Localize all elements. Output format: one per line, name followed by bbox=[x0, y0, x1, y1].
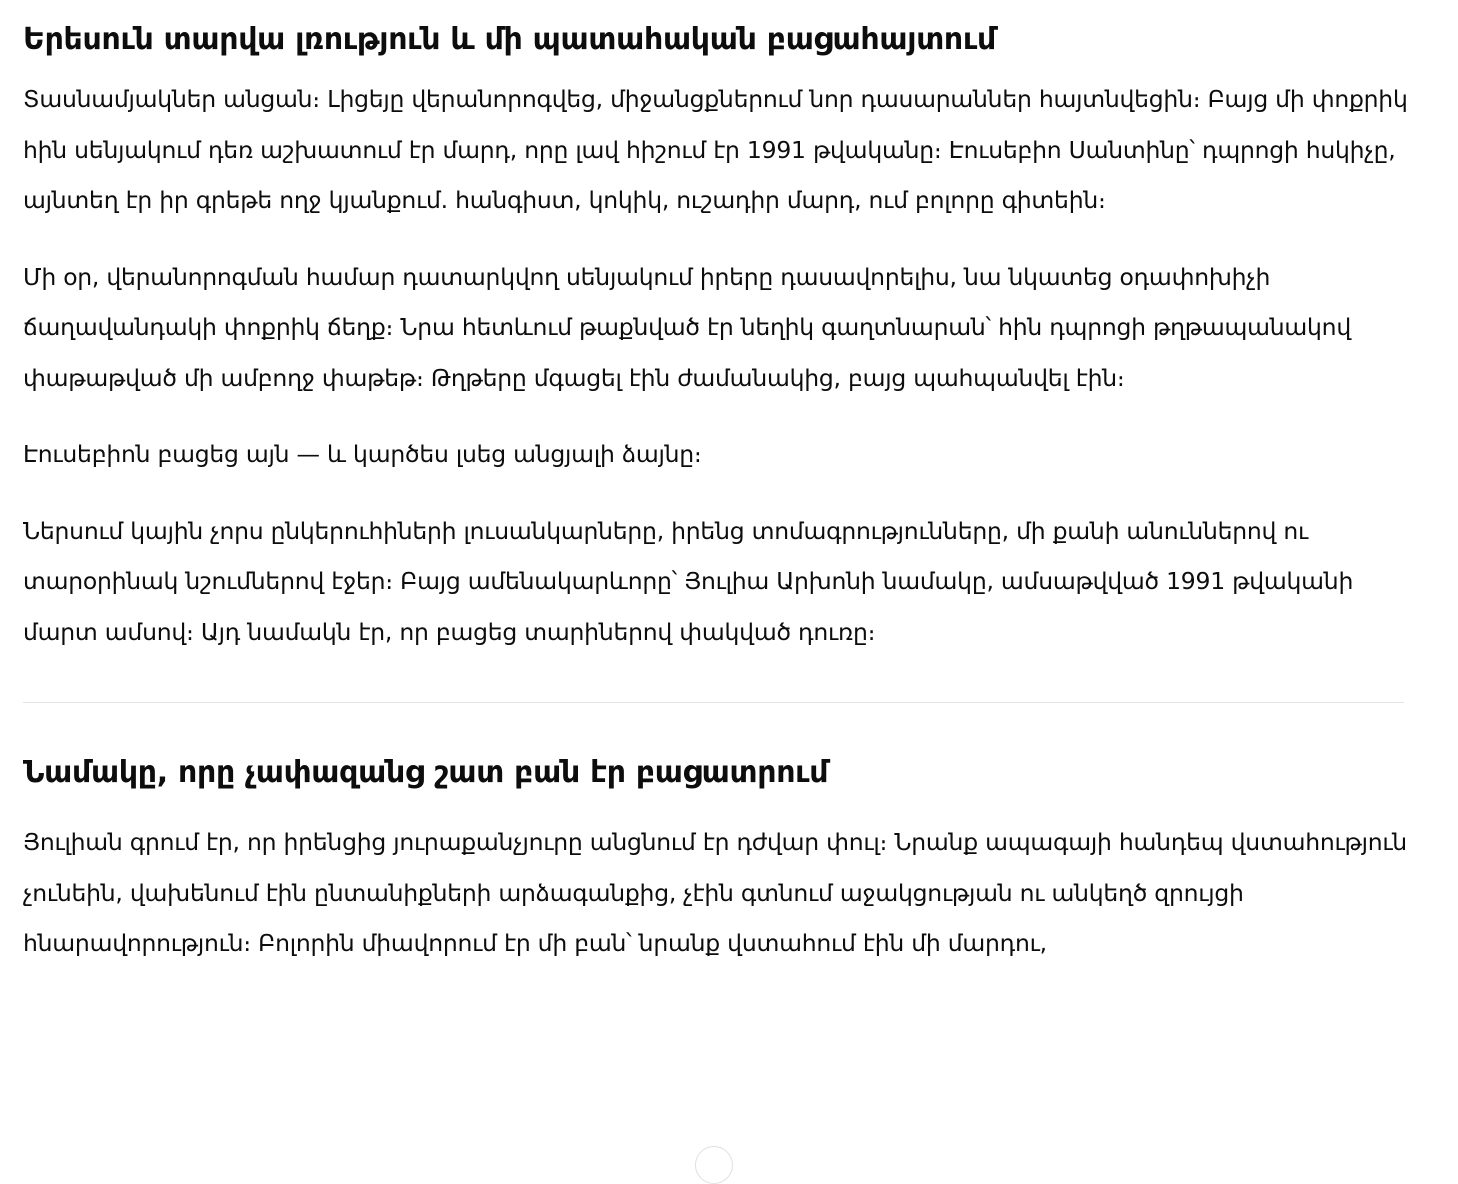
article bbox=[23, 0, 1418, 995]
section-divider bbox=[23, 702, 1404, 703]
paragraph: Յուլիան գրում էր, որ իրենցից յուրաքանչյուրը անցնում էր դժվար փուլ։ Նրանք ապագայի հանդեպ վստահություն չունեին, վախենում էին ընտանիքների արձագանքից, չէին գտնում աջակցության ու անկեղծ զրույցի հնարավորություն։ Բոլորին միավորում էր մի բան՝ նրանք վստահում էին մի մարդու, bbox=[23, 828, 1407, 957]
section-heading-silence: Երեսուն տարվա լռություն և մի պատահական բացահայտում bbox=[23, 22, 996, 57]
section-heading-letter: Նամակը, որը չափազանց շատ բան էր բացատրում bbox=[23, 755, 829, 790]
paragraph: Տասնամյակներ անցան։ Լիցեյը վերանորոգվեց, միջանցքներում նոր դասարաններ հայտնվեցին։ Բայց մի փոքրիկ հին սենյակում դեռ աշխատում էր մարդ, որը լավ հիշում էր 1991 թվականը։ Էուսեբիո Սանտինը՝ դպրոցի հսկիչը, այնտեղ էր իր գրեթե ողջ կյանքում. հանգիստ, կոկիկ, ուշադիր մարդ, ում բոլորը գիտեին։ bbox=[23, 85, 1408, 214]
paragraph: Էուսեբիոն բացեց այն — և կարծես լսեց անցյալի ձայնը։ bbox=[23, 440, 702, 468]
paragraph: Ներսում կային չորս ընկերուհիների լուսանկարները, իրենց տոմագրությունները, մի քանի անուններով ու տարօրինակ նշումներով էջեր։ Բայց ամենակարևորը՝ Յուլիա Արխոնի նամակը, ամսաթվված 1991 թվականի մարտ ամսով։ Այդ նամակն էր, որ բացեց տարիներով փակված դուռը։ bbox=[23, 516, 1354, 646]
paragraph: Մի օր, վերանորոգման համար դատարկվող սենյակում իրերը դասավորելիս, նա նկատեց օդափոխիչի ճաղավանդակի փոքրիկ ճեղք։ Նրա հետևում թաքնված էր նեղիկ գաղտնարան՝ հին դպրոցի թղթապանակով փաթաթված մի ամբողջ փաթեթ։ Թղթերը մգացել էին ժամանակից, բայց պահպանվել էին։ bbox=[23, 262, 1351, 392]
